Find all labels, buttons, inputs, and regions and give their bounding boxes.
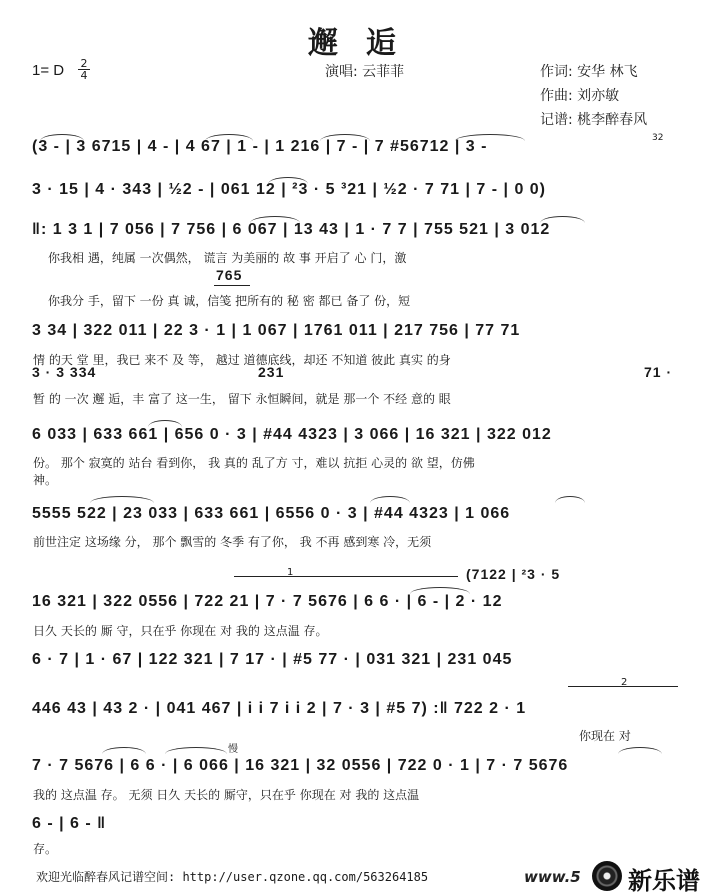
slur-arc <box>148 420 182 427</box>
lyric-line: 你我分 手，留下 一份 真 诚，信笺 把所有的 秘 密 都已 备了 份，短 <box>48 294 411 308</box>
score-row-9: 446 43 | 43 2 · | 041 467 | i i 7 i i 2 | 7 · 3 | #5 7) :‖ 722 2 · 1 <box>32 700 527 717</box>
watermark-brand: 新乐谱 <box>628 867 700 895</box>
tempo-marking: 慢 <box>228 744 238 755</box>
lyric-line: 你我相 遇，纯属 一次偶然， 谎言 为美丽的 故 事 开启了 心 门，激 <box>48 251 407 265</box>
slur-arc <box>250 216 300 223</box>
transcriber-credit: 记谱: 桃李醉春风 <box>540 112 648 128</box>
slur-arc <box>540 216 585 223</box>
slur-arc <box>102 747 146 754</box>
score-row-5: 6 033 | 633 661 | 656 0 · 3 | #44 4323 | 3 066 | 16 321 | 322 012 <box>32 426 552 443</box>
score-row-4: 3 34 | 322 011 | 22 3 · 1 | 1 067 | 1761 011 | 217 756 | 77 71 <box>32 322 521 339</box>
lyric-line: 前世注定 这场缘 分， 那个 飘雪的 冬季 有了你， 我 不再 感到寒 冷，无须 <box>33 535 432 549</box>
watermark-logo <box>514 856 719 896</box>
slur-arc <box>205 134 253 141</box>
slur-arc <box>455 134 525 141</box>
lyric-line: 情 的天 堂 里，我已 来不 及 等， 越过 道德底线，却还 不知道 彼此 真实 的身 <box>33 353 451 367</box>
variant-notes: 231 <box>258 364 285 380</box>
score-row-8: 6 · 7 | 1 · 67 | 122 321 | 7 17 · | #5 77 · | 031 321 | 231 045 <box>32 651 513 668</box>
lyric-line: 存。 <box>33 842 58 856</box>
volta-bracket <box>234 576 458 577</box>
slur-arc <box>320 134 370 141</box>
volta-number: 2 <box>621 677 628 688</box>
score-row-1-above: 32 <box>652 133 664 143</box>
slur-arc <box>40 134 84 141</box>
variant-notes: 71 · <box>644 364 673 380</box>
slur-arc <box>165 747 227 754</box>
variant-notes: 3 · 3 334 <box>32 364 97 380</box>
score-row-1: (3 - | 3 6715 | 4 - | 4 67 | 1 - | 1 216 | 7 - | 7 #56712 | 3 - <box>32 138 488 155</box>
score-row-7: 16 321 | 322 0556 | 722 21 | 7 · 7 5676 | 6 6 · | 6 - | 2 · 12 <box>32 593 503 610</box>
composer-credit: 作曲: 刘亦敏 <box>540 88 620 104</box>
score-row-7-above: (7122 | ²3 · 5 <box>466 566 561 582</box>
key-signature: 1= D <box>32 62 65 79</box>
lyric-line: 你现在 对 <box>579 729 631 743</box>
watermark-url: www.5 <box>524 868 581 886</box>
score-row-2: 3 · 15 | 4 · 343 | ½2 - | 061 12 | ²3 · 5 ³21 | ½2 · 7 71 | 7 - | 0 0) <box>32 181 547 198</box>
lyric-line: 日久 天长的 厮 守，只在乎 你现在 对 我的 这点温 存。 <box>33 624 328 638</box>
lyricist-credit: 作词: 安华 林飞 <box>540 64 638 80</box>
meter-bottom: 4 <box>78 69 90 81</box>
lyric-line: 神。 <box>33 473 58 487</box>
slur-arc <box>618 747 662 754</box>
lyric-line: 份。 那个 寂寞的 站台 看到你， 我 真的 乱了方 寸，难以 抗拒 心灵的 欲 望，仿佛 <box>33 456 475 470</box>
score-row-6: 5555 522 | 23 033 | 633 661 | 6556 0 · 3 | #44 4323 | 1 066 <box>32 505 511 522</box>
underline <box>214 285 250 286</box>
slur-arc <box>268 177 308 184</box>
slur-arc <box>555 496 585 503</box>
variant-notes: 765 <box>216 267 243 283</box>
time-signature <box>78 58 90 81</box>
volta-number: 1 <box>287 567 294 578</box>
meter-top: 2 <box>80 57 88 70</box>
slur-arc <box>410 587 470 594</box>
song-title: 邂逅 <box>308 26 424 61</box>
volta-bracket <box>568 686 678 687</box>
score-row-10: 7 · 7 5676 | 6 6 · | 6 066 | 16 321 | 32 0556 | 722 0 · 1 | 7 · 7 5676 <box>32 757 569 774</box>
vinyl-disc-icon <box>592 861 622 891</box>
lyric-line: 我的 这点温 存。 无须 日久 天长的 厮守，只在乎 你现在 对 我的 这点温 <box>33 788 420 802</box>
score-row-11: 6 - | 6 - ‖ <box>32 815 107 832</box>
lyric-line: 暂 的 一次 邂 逅，丰 富了 这一生， 留下 永恒瞬间，就是 那一个 不经 意的 眼 <box>33 392 451 406</box>
singer-credit: 演唱: 云菲菲 <box>325 64 405 80</box>
footer-text: 欢迎光临醉春风记谱空间: http://user.qzone.qq.com/563264185 <box>36 870 429 884</box>
slur-arc <box>370 496 410 503</box>
score-row-3: ‖: 1 3 1 | 7 056 | 7 756 | 6 067 | 13 43 | 1 · 7 7 | 755 521 | 3 012 <box>32 221 551 238</box>
slur-arc <box>90 496 154 503</box>
